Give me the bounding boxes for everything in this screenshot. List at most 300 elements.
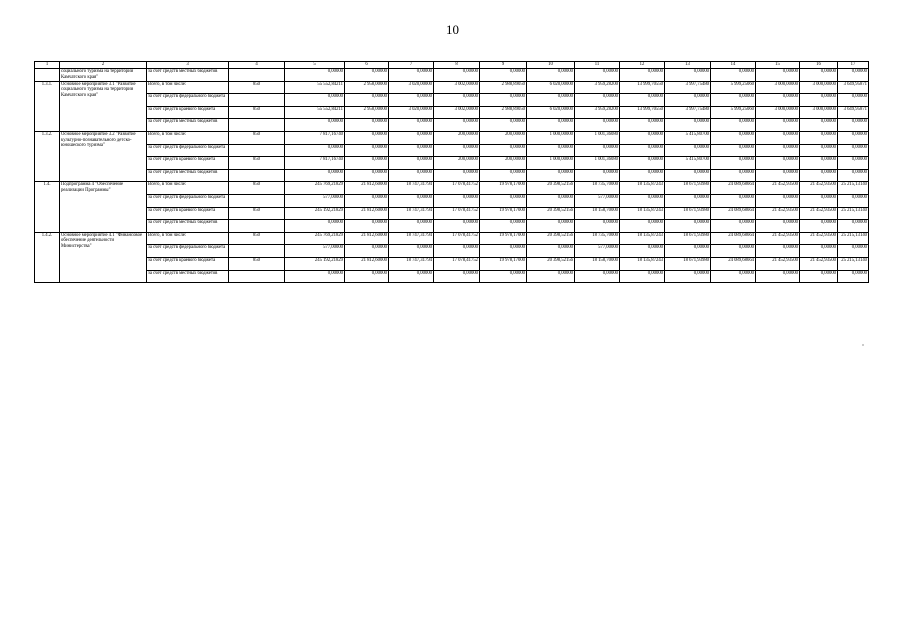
amount-cell: 0,00000	[575, 270, 620, 283]
amount-cell: 18 671,93980	[665, 232, 711, 245]
amount-cell: 0,00000	[575, 69, 620, 82]
budget-code	[229, 245, 285, 258]
amount-cell: 55 552,84211	[285, 81, 345, 94]
amount-cell: 18 747,31794	[389, 207, 434, 220]
amount-cell: 0,00000	[800, 270, 838, 283]
budget-code	[229, 194, 285, 207]
amount-cell: 1 000,00000	[527, 157, 575, 170]
amount-cell: 25 215,13140	[838, 182, 869, 195]
amount-cell: 18 135,87243	[620, 257, 665, 270]
amount-cell: 0,00000	[756, 194, 800, 207]
amount-cell: 0,00000	[575, 94, 620, 107]
amount-cell: 0,00000	[620, 157, 665, 170]
amount-cell: 0,00000	[480, 169, 527, 182]
amount-cell: 0,00000	[620, 169, 665, 182]
amount-cell: 0,00000	[480, 245, 527, 258]
amount-cell: 0,00000	[756, 144, 800, 157]
amount-cell: 3 959,28200	[575, 106, 620, 119]
amount-cell: 18 671,93980	[665, 257, 711, 270]
item-name: социального туризма на территории Камчатского края"	[60, 69, 147, 82]
amount-cell: 3 997,75480	[665, 106, 711, 119]
amount-cell: 0,00000	[838, 157, 869, 170]
funding-source: Всего, в том числе:	[147, 182, 229, 195]
funding-source: за счет средств местных бюджетов	[147, 270, 229, 283]
amount-cell: 3 997,75480	[665, 81, 711, 94]
amount-cell: 245 192,21829	[285, 207, 345, 220]
amount-cell: 17 078,41752	[434, 182, 480, 195]
amount-cell: 200,00000	[480, 131, 527, 144]
amount-cell: 18 747,31794	[389, 257, 434, 270]
funding-source: за счет средств краевого бюджета	[147, 157, 229, 170]
amount-cell: 0,00000	[620, 131, 665, 144]
table-row	[35, 232, 869, 245]
amount-cell: 0,00000	[838, 144, 869, 157]
amount-cell: 0,00000	[480, 94, 527, 107]
amount-cell: 5 415,80700	[665, 157, 711, 170]
amount-cell: 0,00000	[527, 94, 575, 107]
funding-source: за счет средств местных бюджетов	[147, 220, 229, 233]
amount-cell: 200,00000	[434, 131, 480, 144]
amount-cell: 5 999,25060	[711, 81, 756, 94]
amount-cell: 0,00000	[800, 220, 838, 233]
amount-cell: 0,00000	[480, 194, 527, 207]
item-code: 1.4.	[35, 182, 60, 232]
amount-cell: 245 769,21829	[285, 232, 345, 245]
amount-cell: 18 735,70000	[575, 182, 620, 195]
amount-cell: 0,00000	[800, 94, 838, 107]
amount-cell: 20 398,52156	[527, 182, 575, 195]
amount-cell: 2 958,00000	[345, 106, 389, 119]
amount-cell: 245 192,21829	[285, 257, 345, 270]
budget-code	[229, 144, 285, 157]
amount-cell: 0,00000	[527, 69, 575, 82]
funding-source: за счет средств краевого бюджета	[147, 106, 229, 119]
amount-cell: 0,00000	[389, 157, 434, 170]
amount-cell: 1 000,00000	[527, 131, 575, 144]
funding-source: за счет средств федерального бюджета	[147, 194, 229, 207]
amount-cell: 0,00000	[838, 131, 869, 144]
item-code: 1.3.2.	[35, 131, 60, 181]
amount-cell: 21 452,93500	[800, 257, 838, 270]
amount-cell: 21 812,60000	[345, 232, 389, 245]
table-row	[35, 270, 869, 283]
amount-cell: 0,00000	[389, 245, 434, 258]
table-row	[35, 194, 869, 207]
amount-cell: 0,00000	[345, 245, 389, 258]
amount-cell: 0,00000	[285, 144, 345, 157]
budget-code: 850	[229, 131, 285, 144]
amount-cell: 21 452,93500	[756, 232, 800, 245]
budget-table	[34, 61, 869, 283]
table-row	[35, 207, 869, 220]
amount-cell: 0,00000	[620, 245, 665, 258]
amount-cell: 0,00000	[345, 220, 389, 233]
funding-source: за счет средств федерального бюджета	[147, 94, 229, 107]
table-row	[35, 106, 869, 119]
amount-cell: 245 769,21829	[285, 182, 345, 195]
amount-cell: 21 812,60000	[345, 207, 389, 220]
amount-cell: 3 020,00000	[389, 81, 434, 94]
header-cell: 6	[345, 62, 389, 69]
amount-cell: 2 988,89050	[480, 106, 527, 119]
header-cell: 14	[711, 62, 756, 69]
amount-cell: 0,00000	[665, 69, 711, 82]
amount-cell: 1 001,36080	[575, 131, 620, 144]
amount-cell: 200,00000	[434, 157, 480, 170]
funding-source: Всего, в том числе:	[147, 232, 229, 245]
amount-cell: 0,00000	[620, 144, 665, 157]
budget-code: 850	[229, 81, 285, 94]
funding-source: за счет средств краевого бюджета	[147, 257, 229, 270]
header-cell: 3	[147, 62, 229, 69]
amount-cell: 7 817,16740	[285, 157, 345, 170]
budget-code: 850	[229, 232, 285, 245]
budget-code	[229, 69, 285, 82]
amount-cell: 0,00000	[756, 245, 800, 258]
amount-cell: 0,00000	[711, 157, 756, 170]
amount-cell: 21 812,60000	[345, 257, 389, 270]
amount-cell: 0,00000	[389, 69, 434, 82]
item-name: Основное мероприятие 4.1 "Финансовое обеспечение деятельности Министерства"	[60, 232, 147, 282]
amount-cell: 0,00000	[800, 169, 838, 182]
header-cell: 1	[35, 62, 60, 69]
amount-cell: 0,00000	[345, 169, 389, 182]
amount-cell: 0,00000	[620, 194, 665, 207]
amount-cell: 0,00000	[665, 94, 711, 107]
amount-cell: 0,00000	[756, 270, 800, 283]
header-row	[35, 62, 869, 69]
amount-cell: 0,00000	[345, 131, 389, 144]
amount-cell: 7 817,16740	[285, 131, 345, 144]
page-mark: "	[862, 345, 865, 350]
amount-cell: 0,00000	[480, 220, 527, 233]
amount-cell: 0,00000	[345, 69, 389, 82]
amount-cell: 0,00000	[389, 119, 434, 132]
amount-cell: 0,00000	[800, 144, 838, 157]
item-code: 1.4.2.	[35, 232, 60, 282]
amount-cell: 18 135,87243	[620, 207, 665, 220]
amount-cell: 0,00000	[711, 194, 756, 207]
amount-cell: 18 747,31794	[389, 182, 434, 195]
table-row	[35, 245, 869, 258]
amount-cell: 0,00000	[756, 119, 800, 132]
budget-code: 850	[229, 182, 285, 195]
header-cell: 15	[756, 62, 800, 69]
amount-cell: 0,00000	[434, 220, 480, 233]
amount-cell: 1 001,36080	[575, 157, 620, 170]
amount-cell: 18 135,87243	[620, 232, 665, 245]
table-row	[35, 81, 869, 94]
funding-source: за счет средств местных бюджетов	[147, 169, 229, 182]
amount-cell: 0,00000	[756, 94, 800, 107]
amount-cell: 0,00000	[389, 270, 434, 283]
amount-cell: 0,00000	[620, 69, 665, 82]
amount-cell: 0,00000	[800, 245, 838, 258]
amount-cell: 18 158,70000	[575, 257, 620, 270]
budget-code	[229, 169, 285, 182]
amount-cell: 0,00000	[711, 131, 756, 144]
table-row	[35, 157, 869, 170]
funding-source: Всего, в том числе:	[147, 131, 229, 144]
amount-cell: 18 747,31794	[389, 232, 434, 245]
amount-cell: 0,00000	[389, 220, 434, 233]
amount-cell: 0,00000	[711, 119, 756, 132]
amount-cell: 0,00000	[345, 157, 389, 170]
amount-cell: 13 999,70550	[620, 106, 665, 119]
amount-cell: 0,00000	[800, 131, 838, 144]
funding-source: за счет средств федерального бюджета	[147, 144, 229, 157]
amount-cell: 0,00000	[434, 194, 480, 207]
amount-cell: 0,00000	[800, 69, 838, 82]
funding-source: за счет средств федерального бюджета	[147, 245, 229, 258]
amount-cell: 0,00000	[434, 144, 480, 157]
amount-cell: 0,00000	[711, 245, 756, 258]
table-row	[35, 144, 869, 157]
amount-cell: 0,00000	[800, 119, 838, 132]
amount-cell: 0,00000	[838, 94, 869, 107]
amount-cell: 0,00000	[711, 69, 756, 82]
amount-cell: 21 452,93500	[800, 182, 838, 195]
amount-cell: 0,00000	[345, 94, 389, 107]
amount-cell: 0,00000	[434, 169, 480, 182]
amount-cell: 25 215,13140	[838, 232, 869, 245]
amount-cell: 3 000,00000	[800, 81, 838, 94]
amount-cell: 0,00000	[620, 270, 665, 283]
amount-cell: 0,00000	[756, 131, 800, 144]
amount-cell: 24 089,68664	[711, 207, 756, 220]
amount-cell: 0,00000	[620, 220, 665, 233]
amount-cell: 0,00000	[434, 69, 480, 82]
table-row	[35, 94, 869, 107]
budget-code: 850	[229, 257, 285, 270]
amount-cell: 19 978,17000	[480, 232, 527, 245]
item-code	[35, 69, 60, 82]
amount-cell: 24 089,68664	[711, 182, 756, 195]
amount-cell: 0,00000	[756, 69, 800, 82]
amount-cell: 0,00000	[575, 144, 620, 157]
amount-cell: 0,00000	[711, 169, 756, 182]
amount-cell: 18 735,70000	[575, 232, 620, 245]
amount-cell: 0,00000	[389, 94, 434, 107]
table-body	[35, 62, 869, 283]
amount-cell: 0,00000	[665, 270, 711, 283]
table-row	[35, 182, 869, 195]
page-number: 10	[446, 22, 459, 37]
amount-cell: 20 398,52156	[527, 257, 575, 270]
header-cell: 13	[665, 62, 711, 69]
amount-cell: 6 020,00000	[527, 81, 575, 94]
amount-cell: 0,00000	[480, 119, 527, 132]
amount-cell: 21 452,93500	[756, 257, 800, 270]
amount-cell: 0,00000	[285, 169, 345, 182]
header-cell: 7	[389, 62, 434, 69]
header-cell: 17	[838, 62, 869, 69]
amount-cell: 17 078,41752	[434, 257, 480, 270]
header-cell: 9	[480, 62, 527, 69]
amount-cell: 0,00000	[800, 157, 838, 170]
table-row	[35, 69, 869, 82]
amount-cell: 3 000,00000	[756, 106, 800, 119]
amount-cell: 19 978,17000	[480, 257, 527, 270]
amount-cell: 0,00000	[527, 270, 575, 283]
amount-cell: 0,00000	[838, 169, 869, 182]
amount-cell: 3 000,00000	[756, 81, 800, 94]
table-row	[35, 169, 869, 182]
header-cell: 8	[434, 62, 480, 69]
budget-code	[229, 270, 285, 283]
amount-cell: 0,00000	[527, 194, 575, 207]
header-cell: 11	[575, 62, 620, 69]
amount-cell: 21 452,93500	[800, 232, 838, 245]
amount-cell: 0,00000	[575, 119, 620, 132]
amount-cell: 0,00000	[838, 245, 869, 258]
amount-cell: 0,00000	[838, 69, 869, 82]
amount-cell: 0,00000	[480, 270, 527, 283]
amount-cell: 200,00000	[480, 157, 527, 170]
item-name: Подпрограмма 4 "Обеспечение реализации Программы"	[60, 182, 147, 232]
amount-cell: 0,00000	[527, 119, 575, 132]
amount-cell: 2 988,89050	[480, 81, 527, 94]
amount-cell: 19 978,17000	[480, 182, 527, 195]
amount-cell: 0,00000	[711, 220, 756, 233]
budget-code	[229, 94, 285, 107]
funding-source: Всего, в том числе:	[147, 81, 229, 94]
amount-cell: 3 000,00000	[800, 106, 838, 119]
amount-cell: 0,00000	[756, 157, 800, 170]
amount-cell: 0,00000	[527, 169, 575, 182]
amount-cell: 17 078,41752	[434, 207, 480, 220]
amount-cell: 0,00000	[838, 194, 869, 207]
amount-cell: 25 215,13140	[838, 207, 869, 220]
amount-cell: 0,00000	[527, 220, 575, 233]
amount-cell: 0,00000	[620, 94, 665, 107]
amount-cell: 0,00000	[285, 119, 345, 132]
header-cell: 4	[229, 62, 285, 69]
item-code: 1.3.1.	[35, 81, 60, 131]
amount-cell: 0,00000	[285, 94, 345, 107]
budget-code: 850	[229, 207, 285, 220]
budget-code: 850	[229, 157, 285, 170]
amount-cell: 0,00000	[285, 220, 345, 233]
amount-cell: 20 398,52156	[527, 207, 575, 220]
amount-cell: 3 020,00000	[389, 106, 434, 119]
amount-cell: 6 020,00000	[527, 106, 575, 119]
item-name: Основное мероприятие 3.1 "Развитие социального туризма на территории Камчатского края"	[60, 81, 147, 131]
amount-cell: 24 089,68664	[711, 257, 756, 270]
table-row	[35, 131, 869, 144]
amount-cell: 0,00000	[620, 119, 665, 132]
header-cell: 12	[620, 62, 665, 69]
amount-cell: 577,00000	[285, 194, 345, 207]
amount-cell: 3 649,95871	[838, 106, 869, 119]
amount-cell: 0,00000	[665, 169, 711, 182]
amount-cell: 5 415,80700	[665, 131, 711, 144]
amount-cell: 21 452,93500	[756, 182, 800, 195]
amount-cell: 0,00000	[665, 119, 711, 132]
amount-cell: 0,00000	[756, 220, 800, 233]
amount-cell: 25 215,13140	[838, 257, 869, 270]
amount-cell: 0,00000	[345, 270, 389, 283]
table-row	[35, 220, 869, 233]
amount-cell: 0,00000	[434, 270, 480, 283]
amount-cell: 0,00000	[480, 144, 527, 157]
amount-cell: 0,00000	[575, 169, 620, 182]
amount-cell: 0,00000	[527, 245, 575, 258]
amount-cell: 0,00000	[480, 69, 527, 82]
amount-cell: 0,00000	[575, 220, 620, 233]
funding-source: за счет средств местных бюджетов	[147, 119, 229, 132]
budget-code: 850	[229, 106, 285, 119]
amount-cell: 3 649,95871	[838, 81, 869, 94]
amount-cell: 0,00000	[345, 144, 389, 157]
amount-cell: 0,00000	[711, 270, 756, 283]
amount-cell: 0,00000	[665, 245, 711, 258]
amount-cell: 0,00000	[389, 131, 434, 144]
amount-cell: 3 002,00000	[434, 106, 480, 119]
amount-cell: 24 089,68664	[711, 232, 756, 245]
amount-cell: 0,00000	[838, 270, 869, 283]
budget-code	[229, 119, 285, 132]
amount-cell: 18 671,93980	[665, 207, 711, 220]
budget-code	[229, 220, 285, 233]
amount-cell: 20 398,52156	[527, 232, 575, 245]
funding-source: за счет средств краевого бюджета	[147, 207, 229, 220]
amount-cell: 0,00000	[434, 245, 480, 258]
amount-cell: 0,00000	[389, 194, 434, 207]
amount-cell: 0,00000	[434, 94, 480, 107]
amount-cell: 21 812,60000	[345, 182, 389, 195]
amount-cell: 18 158,70000	[575, 207, 620, 220]
amount-cell: 577,00000	[285, 245, 345, 258]
amount-cell: 0,00000	[665, 194, 711, 207]
header-cell: 2	[60, 62, 147, 69]
amount-cell: 0,00000	[434, 119, 480, 132]
header-cell: 5	[285, 62, 345, 69]
amount-cell: 0,00000	[345, 194, 389, 207]
amount-cell: 0,00000	[838, 220, 869, 233]
amount-cell: 0,00000	[665, 220, 711, 233]
amount-cell: 0,00000	[711, 144, 756, 157]
amount-cell: 577,00000	[575, 194, 620, 207]
amount-cell: 18 135,87243	[620, 182, 665, 195]
amount-cell: 0,00000	[838, 119, 869, 132]
item-name: Основное мероприятие 3.2 "Развитие культурно-познавательного детско-юношеского туризма"	[60, 131, 147, 181]
amount-cell: 0,00000	[345, 119, 389, 132]
header-cell: 10	[527, 62, 575, 69]
amount-cell: 17 078,41752	[434, 232, 480, 245]
amount-cell: 2 958,00000	[345, 81, 389, 94]
amount-cell: 19 978,17000	[480, 207, 527, 220]
amount-cell: 21 452,93500	[800, 207, 838, 220]
header-cell: 16	[800, 62, 838, 69]
amount-cell: 0,00000	[389, 144, 434, 157]
amount-cell: 3 002,00000	[434, 81, 480, 94]
amount-cell: 18 671,93980	[665, 182, 711, 195]
amount-cell: 0,00000	[389, 169, 434, 182]
table-row	[35, 257, 869, 270]
amount-cell: 13 999,70550	[620, 81, 665, 94]
amount-cell: 0,00000	[285, 270, 345, 283]
table-row	[35, 119, 869, 132]
amount-cell: 577,00000	[575, 245, 620, 258]
amount-cell: 0,00000	[665, 144, 711, 157]
amount-cell: 5 999,25060	[711, 106, 756, 119]
amount-cell: 0,00000	[711, 94, 756, 107]
amount-cell: 0,00000	[285, 69, 345, 82]
amount-cell: 21 452,93500	[756, 207, 800, 220]
amount-cell: 55 552,84211	[285, 106, 345, 119]
amount-cell: 0,00000	[527, 144, 575, 157]
